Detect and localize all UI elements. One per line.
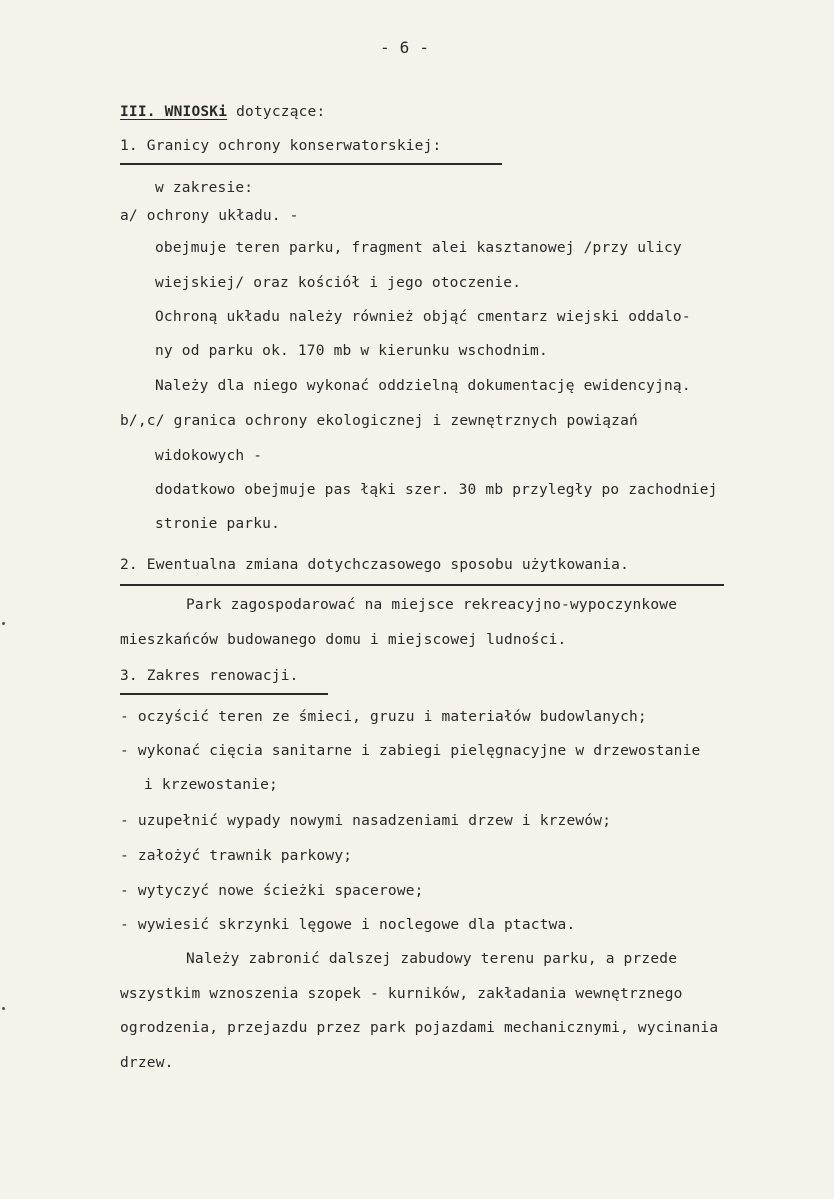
section3-line: - wytyczyć nowe ścieżki spacerowe; xyxy=(120,883,424,899)
section1-line: Ochroną układu należy również objąć cmentarz wiejski oddalo- xyxy=(155,309,691,325)
section2-underline xyxy=(120,584,724,586)
section3-line: - uzupełnić wypady nowymi nasadzeniami drzew i krzewów; xyxy=(120,813,612,829)
section1-line: b/,c/ granica ochrony ekologicznej i zewnętrznych powiązań xyxy=(120,413,638,429)
section1-line: dodatkowo obejmuje pas łąki szer. 30 mb przyległy po zachodniej xyxy=(155,482,718,498)
section3-line: drzew. xyxy=(120,1055,174,1071)
section3-line: wszystkim wznoszenia szopek - kurników, zakładania wewnętrznego xyxy=(120,986,683,1002)
section1-line: ny od parku ok. 170 mb w kierunku wschodnim. xyxy=(155,343,548,359)
section1-line: Należy dla niego wykonać oddzielną dokumentację ewidencyjną. xyxy=(155,378,691,394)
section3-line: - założyć trawnik parkowy; xyxy=(120,848,353,864)
section1-line: obejmuje teren parku, fragment alei kasztanowej /przy ulicy xyxy=(155,240,682,256)
section3-line: i krzewostanie; xyxy=(144,777,278,793)
heading-rest: dotyczące: xyxy=(236,104,326,120)
section1-line: stronie parku. xyxy=(155,516,281,532)
section3-line: ogrodzenia, przejazdu przez park pojazdami mechanicznymi, wycinania xyxy=(120,1020,719,1036)
section3-line: Należy zabronić dalszej zabudowy terenu parku, a przede xyxy=(186,951,678,967)
section1-line: widokowych - xyxy=(155,448,263,464)
heading-roman: III. WNIOSKi xyxy=(120,104,228,120)
section3-underline xyxy=(120,693,328,695)
section1-line: a/ ochrony układu. - xyxy=(120,208,299,224)
section2-line: Park zagospodarować na miejsce rekreacyjno-wypoczynkowe xyxy=(186,597,678,613)
section1-line: wiejskiej/ oraz kościół i jego otoczenie. xyxy=(155,275,522,291)
section3-line: - wywiesić skrzynki lęgowe i noclegowe dla ptactwa. xyxy=(120,917,576,933)
section1-underline xyxy=(120,163,502,165)
page-number: - 6 - xyxy=(380,38,430,57)
margin-mark xyxy=(2,622,5,625)
section-heading xyxy=(120,104,325,120)
section2-title: 2. Ewentualna zmiana dotychczasowego sposobu użytkowania. xyxy=(120,557,629,573)
section2-line: mieszkańców budowanego domu i miejscowej ludności. xyxy=(120,632,567,648)
section3-line: - oczyścić teren ze śmieci, gruzu i materiałów budowlanych; xyxy=(120,709,647,725)
section3-line: - wykonać cięcia sanitarne i zabiegi pielęgnacyjne w drzewostanie xyxy=(120,743,701,759)
section1-title: 1. Granicy ochrony konserwatorskiej: xyxy=(120,138,442,154)
margin-mark xyxy=(2,1007,5,1010)
section1-line: w zakresie: xyxy=(155,180,254,196)
section3-title: 3. Zakres renowacji. xyxy=(120,668,299,684)
